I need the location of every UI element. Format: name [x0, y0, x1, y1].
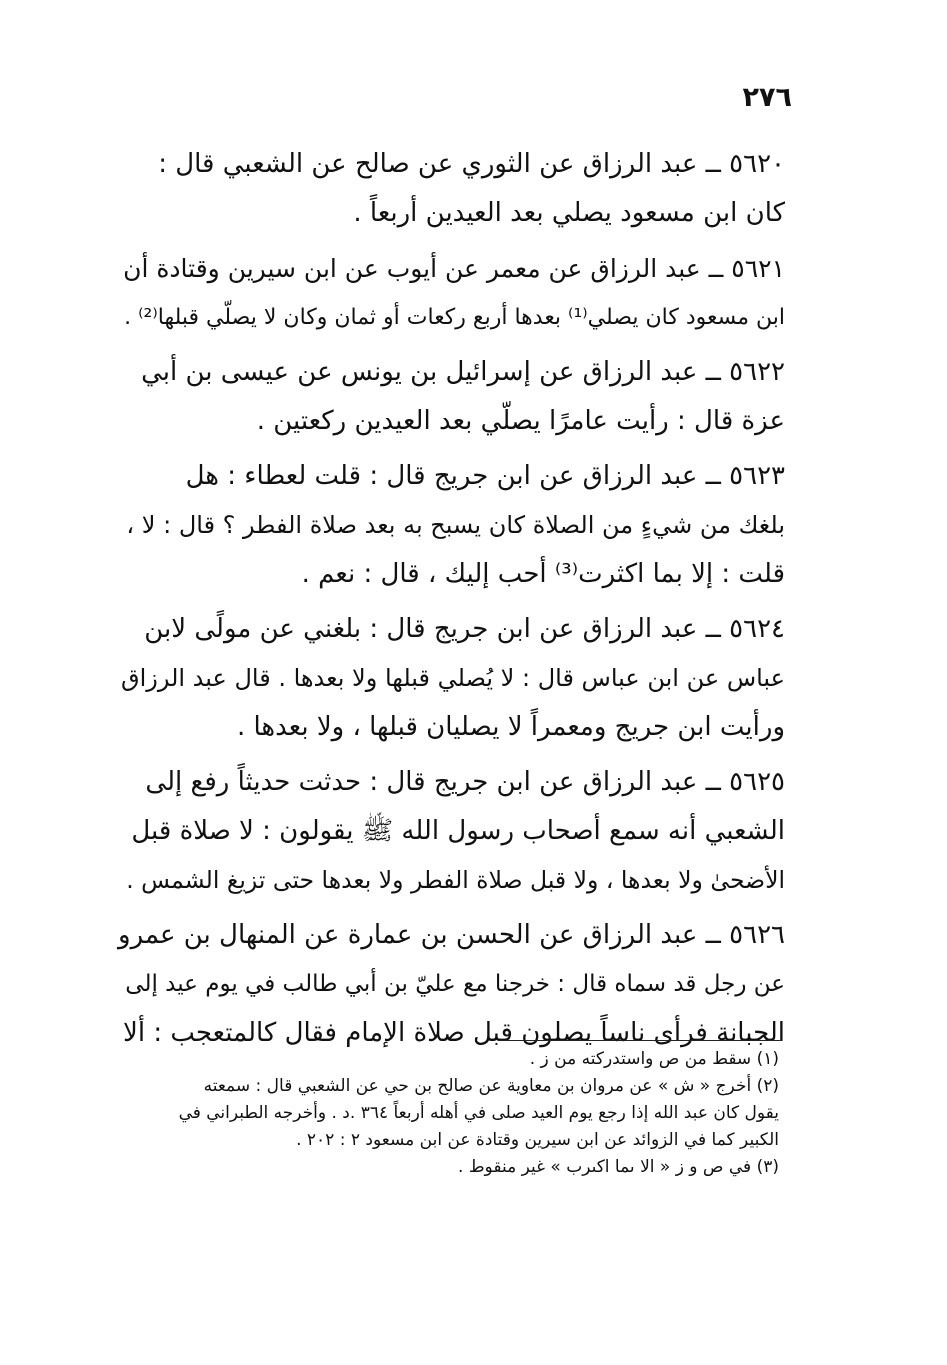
footnote-2-cont: الكبير كما في الزوائد عن ابن سيرين وقتادة عن ابن مسعود ٢ : ٢٠٢ .	[296, 1130, 779, 1150]
text-line: عباس عن ابن عباس قال : لا يُصلي قبلها ولا بعدها . قال عبد الرزاق	[120, 664, 785, 692]
footnote-1: (١) سقط من ص واستدركته من ز .	[529, 1049, 779, 1069]
text-line: ٥٦٢٥ ــ عبد الرزاق عن ابن جريج قال : حدثت حديثاً رفع إلى	[145, 767, 785, 797]
text-line: ٥٦٢١ ــ عبد الرزاق عن معمر عن أيوب عن ابن سيرين وقتادة أن	[123, 254, 785, 283]
footnote-3: (٣) في ص و ز « الا ىما اكىرب » غير منقوط .	[458, 1157, 779, 1177]
page-number: ٢٧٦	[742, 82, 792, 113]
text-line: ٥٦٢٣ ــ عبد الرزاق عن ابن جريج قال : قلت لعطاء : هل	[185, 461, 785, 491]
hadith-5620	[117, 140, 785, 238]
text-line: عزة قال : رأيت عامرًا يصلّي بعد العيدين ركعتين .	[256, 406, 785, 436]
text-line: ٥٦٢٢ ــ عبد الرزاق عن إسرائيل بن يونس عن عيسى بن أبي	[141, 357, 785, 387]
footnotes	[139, 1046, 779, 1181]
text-line: ٥٦٢٠ ــ عبد الرزاق عن الثوري عن صالح عن الشعبي قال :	[158, 149, 785, 179]
text-line: قلت : إلا بما اكثرت⁽³⁾ أحب إليك ، قال : نعم .	[301, 559, 785, 589]
footnote-2-cont: يقول كان عبد الله إذا رجع يوم العيد صلى في أهله أربعاً ٣٦٤ .د . وأخرجه الطبراني في	[178, 1103, 779, 1123]
text-line: الشعبي أنه سمع أصحاب رسول الله ﷺ يقولون : لا صلاة قبل	[131, 816, 785, 846]
hadith-5626	[117, 911, 785, 1058]
text-line: كان ابن مسعود يصلي بعد العيدين أربعاً .	[353, 198, 785, 228]
main-text	[117, 140, 785, 1064]
text-line: ابن مسعود كان يصلي⁽¹⁾ بعدها أربع ركعات أو ثمان وكان لا يصلّي قبلها⁽²⁾ .	[124, 305, 785, 330]
hadith-5625	[117, 758, 785, 905]
hadith-5623	[117, 452, 785, 599]
hadith-5624	[117, 605, 785, 752]
text-line: ورأيت ابن جريج ومعمراً لا يصليان قبلها ، ولا بعدها .	[236, 712, 785, 742]
footnote-2: (٢) أخرج « ش » عن مروان بن معاوية عن صالح بن حي عن الشعبي قال : سمعته	[203, 1076, 779, 1096]
text-line: ٥٦٢٤ ــ عبد الرزاق عن ابن جريج قال : بلغني عن مولًى لابن	[144, 614, 785, 644]
text-line: الأضحىٰ ولا بعدها ، ولا قبل صلاة الفطر ولا بعدها حتى تزيغ الشمس .	[126, 866, 785, 894]
text-line: عن رجل قد سماه قال : خرجنا مع عليّ بن أبي طالب في يوم عيد إلى	[125, 971, 785, 997]
hadith-5621	[117, 244, 785, 342]
text-line: بلغك من شيءٍ من الصلاة كان يسبح به بعد صلاة الفطر ؟ قال : لا ،	[126, 511, 785, 539]
hadith-5622	[117, 348, 785, 446]
text-line: الجبانة فرأى ناساً يصلون قبل صلاة الإمام فقال كالمتعجب : ألا	[123, 1018, 785, 1048]
footnote-divider	[500, 1040, 780, 1041]
text-line: ٥٦٢٦ ــ عبد الرزاق عن الحسن بن عمارة عن المنهال بن عمرو	[118, 920, 785, 950]
